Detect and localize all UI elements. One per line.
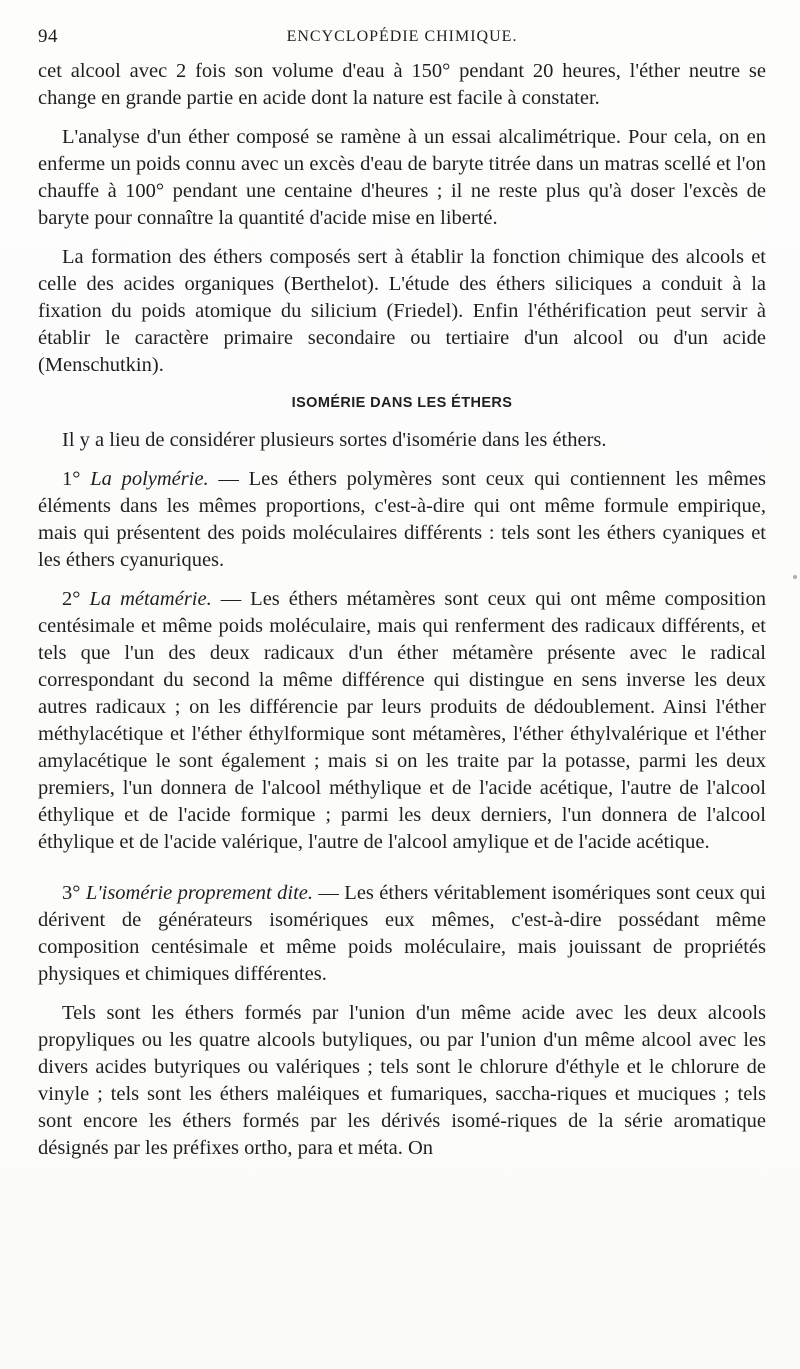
final-paragraph: Tels sont les éthers formés par l'union d'un même acide avec les deux alcools propyliques ou les quatre alcools butyliques, ou par l'union d'un même alcool avec les divers acides butyriques ou valériques ; tels sont le chlorure d'éthyle et le chlorure de vinyle ; tels sont les éthers maléiques et fumariques, saccha-riques et muciques ; tels sont encore les éthers formés par les dérivés isomé-riques de la série aromatique désignés par les préfixes ortho, para et méta. On — [38, 1002, 766, 1159]
section-title: ISOMÉRIE DANS LES ÉTHERS — [291, 395, 513, 411]
paragraph-3: La formation des éthers composés sert à établir la fonction chimique des alcools et celle des acides organiques (Berthelot). L'étude des éthers siliciques a conduit à la fixation du poids atomique du silicium (Friedel). Enfin l'éthérification peut servir à établir le caractère primaire secondaire ou tertiaire d'un alcool ou d'un acide (Menschutkin). — [38, 246, 766, 376]
paragraph-spacer — [38, 868, 766, 880]
item-text: — Les éthers polymères sont ceux qui contiennent les mêmes éléments dans les mêmes proportions, c'est-à-dire qui ont même formule empirique, mais qui présentent des poids moléculaires différents : tels sont les éthers cyaniques et les éthers cyanuriques. — [38, 468, 766, 571]
item-title: L'isomérie proprement dite. — [85, 882, 314, 904]
page-number: 94 — [38, 26, 58, 47]
running-title: ENCYCLOPÉDIE CHIMIQUE. — [286, 28, 518, 45]
page-content — [38, 58, 766, 1174]
item-text: — Les éthers véritablement isomériques sont ceux qui dérivent de générateurs isomériques eux mêmes, c'est-à-dire possédant même composition centésimale et même poids moléculaire, mais jouissant de propriétés physiques et chimiques différentes. — [38, 882, 766, 985]
item-title: La polymérie. — [90, 468, 209, 490]
item-isomerie — [38, 880, 766, 988]
margin-speck — [793, 575, 797, 579]
item-text: — Les éthers métamères sont ceux qui ont même composition centésimale et même poids moléculaire, mais qui renferment des radicaux différents, et tels que l'un des deux radicaux d'un éther métamère présente avec le radical correspondant du second la même différence qui distingue en sens inverse les deux autres radicaux ; on les différencie par leurs produits de dédoublement. Ainsi l'éther méthylacétique et l'éther éthylformique sont métamères, l'éther éthylvalérique et l'éther amylacétique le sont également ; mais si on les traite par la potasse, parmi les deux premiers, l'un donnera de l'alcool méthylique et de l'acide acétique, l'autre de l'alcool éthylique et de l'acide formique ; parmi les deux derniers, l'un donnera de l'alcool éthylique et de l'acide valérique, l'autre de l'alcool amylique et de l'acide acétique. — [38, 588, 767, 853]
paragraph-2: L'analyse d'un éther composé se ramène à un essai alcalimétrique. Pour cela, on en enferme un poids connu avec un excès d'eau de baryte titrée dans un matras scellé et l'on chauffe à 100° pendant une centaine d'heures ; il ne reste plus qu'à doser l'excès de baryte pour connaître la quantité d'acide mise en liberté. — [38, 126, 766, 229]
item-polymerie — [38, 466, 766, 574]
item-metamerie — [38, 586, 766, 856]
item-title: La métamérie. — [89, 588, 212, 610]
paragraph-1: cet alcool avec 2 fois son volume d'eau à 150° pendant 20 heures, l'éther neutre se change en grande partie en acide dont la nature est facile à constater. — [38, 60, 766, 109]
item-number: 1° — [62, 468, 81, 490]
page-header — [38, 26, 766, 50]
intro-paragraph: Il y a lieu de considérer plusieurs sortes d'isomérie dans les éthers. — [62, 429, 607, 451]
item-number: 3° — [62, 882, 81, 904]
item-number: 2° — [62, 588, 81, 610]
